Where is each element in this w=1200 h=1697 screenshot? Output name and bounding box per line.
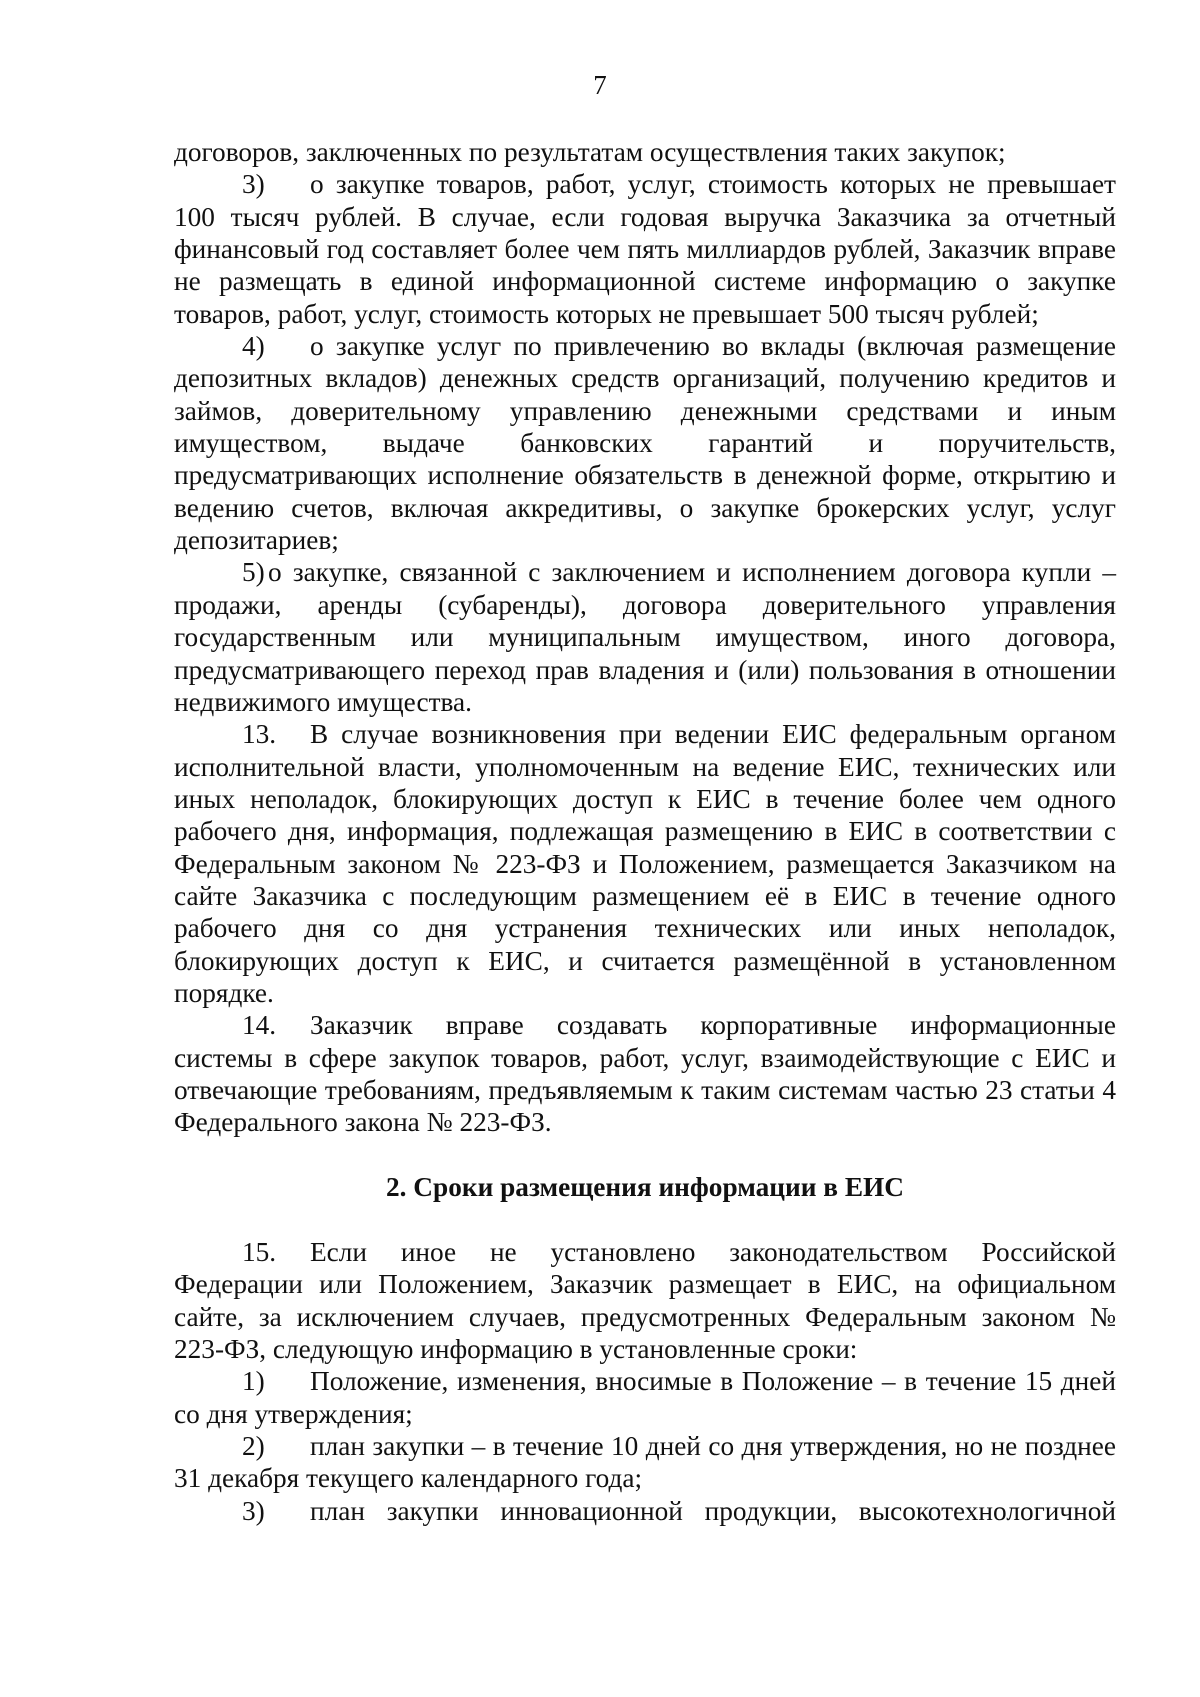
clause-13 xyxy=(174,718,1116,1009)
list-item-1 xyxy=(174,1365,1116,1430)
paragraph-text: о закупке, связанной с заключением и исполнением договора купли – продажи, аренды (субаренды), договора доверительного управления государственным или муниципальным имуществом, иного договора, предусматривающего переход прав владения и (или) пользования в отношении недвижимого имущества. xyxy=(174,557,1116,717)
paragraph-text: Заказчик вправе создавать корпоративные информационные системы в сфере закупок товаров, работ, услуг, взаимодействующие с ЕИС и отвечающие требованиям, предъявляемым к таким системам частью 23 статьи 4 Федерального закона № 223-ФЗ. xyxy=(174,1010,1116,1138)
list-marker: 3) xyxy=(242,1495,265,1526)
list-item-3-continued xyxy=(174,1495,1116,1527)
clause-number: 13. xyxy=(242,719,277,750)
paragraph-text: договоров, заключенных по результатам осуществления таких закупок; xyxy=(174,137,1006,167)
list-marker: 3) xyxy=(242,169,265,200)
clause-number: 14. xyxy=(242,1010,277,1041)
list-item-3 xyxy=(174,168,1116,330)
document-body xyxy=(174,136,1116,1527)
paragraph-text: В случае возникновения при ведении ЕИС федеральным органом исполнительной власти, уполномоченным на ведение ЕИС, технических или иных неполадок, блокирующих доступ к ЕИС в течение более чем одного рабочего дня, информация, подлежащая размещению в ЕИС в соответствии с Федеральным законом № 223-ФЗ и Положением, размещается Заказчиком на сайте Заказчика с последующим размещением её в ЕИС в течение одного рабочего дня со дня устранения технических или иных неполадок, блокирующих доступ к ЕИС, и считается размещённой в установленном порядке. xyxy=(174,719,1116,1008)
page-number: 7 xyxy=(593,70,607,100)
paragraph-text: Если иное не установлено законодательством Российской Федерации или Положением, Заказчик размещает в ЕИС, на официальном сайте, за исключением случаев, предусмотренных Федеральным законом № 223-ФЗ, следующую информацию в установленные сроки: xyxy=(174,1237,1116,1365)
list-marker: 4) xyxy=(242,331,265,362)
list-marker: 5) xyxy=(242,557,265,588)
list-marker: 2) xyxy=(242,1431,265,1462)
paragraph-text: о закупке товаров, работ, услуг, стоимость которых не превышает 100 тысяч рублей. В случае, если годовая выручка Заказчика за отчетный финансовый год составляет более чем пять миллиардов рублей, Заказчик вправе не размещать в единой информационной системе информацию о закупке товаров, работ, услуг, стоимость которых не превышает 500 тысяч рублей; xyxy=(174,169,1116,329)
clause-15 xyxy=(174,1236,1116,1365)
list-item-2 xyxy=(174,1430,1116,1495)
paragraph-text: план закупки инновационной продукции, высокотехнологичной xyxy=(310,1495,1116,1526)
list-item-4 xyxy=(174,330,1116,556)
list-item-5 xyxy=(174,556,1116,718)
clause-14 xyxy=(174,1009,1116,1138)
paragraph-text: о закупке услуг по привлечению во вклады (включая размещение депозитных вкладов) денежных средств организаций, получению кредитов и займов, доверительному управлению денежными средствами и иным имуществом, выдаче банковских гарантий и поручительств, предусматривающих исполнение обязательств в денежной форме, открытию и ведению счетов, включая аккредитивы, о закупке брокерских услуг, услуг депозитариев; xyxy=(174,331,1116,556)
list-marker: 1) xyxy=(242,1366,265,1397)
paragraph-text: Положение, изменения, вносимые в Положение – в течение 15 дней со дня утверждения; xyxy=(174,1366,1116,1429)
paragraph-continuation xyxy=(174,136,1116,168)
clause-number: 15. xyxy=(242,1237,277,1267)
section-heading: 2. Сроки размещения информации в ЕИС xyxy=(386,1171,904,1202)
paragraph-text: план закупки – в течение 10 дней со дня утверждения, но не позднее 31 декабря текущего календарного года; xyxy=(174,1431,1116,1494)
